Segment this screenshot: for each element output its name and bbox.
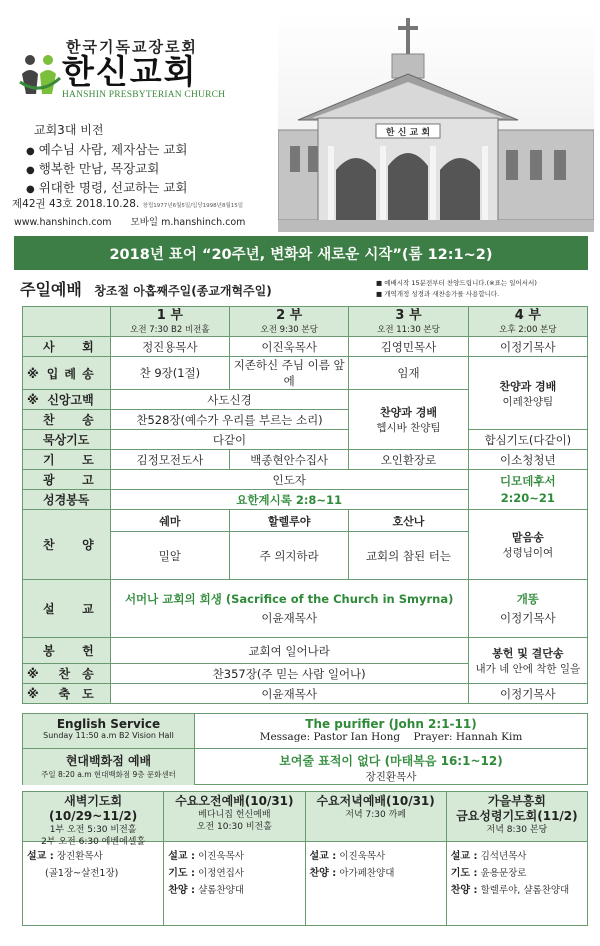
cell: 찬 9장(1절) xyxy=(110,357,229,390)
cell: 찬357장(주 믿는 사람 일어나) xyxy=(110,664,468,684)
cell: 인도자 xyxy=(110,470,468,490)
label-reading: 성경봉독 xyxy=(23,490,111,510)
web-line xyxy=(14,214,245,228)
offering4-cell: 봉헌 및 결단송 내가 네 안에 착한 일을 xyxy=(468,638,587,684)
worship-order-table xyxy=(22,306,588,704)
dept-service-label: 현대백화점 예배 주일 8:20 a.m 현대백화점 9층 문화센터 xyxy=(23,749,195,785)
english-service-info: The purifier (John 2:1-11) Message: Pastor Ian Hong Prayer: Hannah Kim xyxy=(195,714,587,749)
cell: 할렐루야 xyxy=(230,510,349,532)
vision-list xyxy=(26,141,187,198)
table-row xyxy=(23,580,588,638)
service-title: 주일예배 xyxy=(20,280,82,299)
table-row xyxy=(23,638,588,664)
label-sermon: 설 교 xyxy=(23,580,111,638)
label-bless: ※ 축 도 xyxy=(23,684,111,704)
cell: 이진욱목사 xyxy=(230,337,349,357)
cell: 이정기목사 xyxy=(468,337,587,357)
part-header: 3 부 오전 11:30 본당 xyxy=(349,307,468,337)
wed-morning-column: 수요오전예배(10/31) 베다니집 헌신예배 오전 10:30 비전홀 설교 : 이진욱목사 기도 : 이정연집사 찬양 : 샬롬찬양대 xyxy=(164,792,305,925)
bulletin-header xyxy=(0,0,600,232)
service-subtitle: 창조절 아홉째주일(종교개혁주일) xyxy=(94,284,272,298)
vision-item: ● 예수님 사람, 제자삼는 교회 xyxy=(26,141,187,160)
label-creed: ※ 신앙고백 xyxy=(23,390,111,410)
service-notes xyxy=(376,278,537,300)
church-name-en: HANSHIN PRESBYTERIAN CHURCH xyxy=(62,90,226,100)
part-header: 4 부 오후 2:00 본당 xyxy=(468,307,587,337)
weekday-services xyxy=(22,791,588,926)
friday-revival-column: 가을부흥회 금요성령기도회(11/2) 저녁 8:30 본당 설교 : 김석년목사 기도 : 윤용문장로 찬양 : 할렐루야, 샬롬찬양대 xyxy=(447,792,587,925)
vision-item: ● 위대한 명령, 선교하는 교회 xyxy=(26,179,187,198)
label-leader: 사 회 xyxy=(23,337,111,357)
table-row xyxy=(23,684,588,704)
table-row xyxy=(23,337,588,357)
cell: 합심기도(다같이) xyxy=(468,430,587,450)
cell: 교회의 참된 터는 xyxy=(349,532,468,580)
building-sign: 한 신 교 회 xyxy=(385,128,431,138)
mobile-link[interactable]: 모바일 m.hanshinch.com xyxy=(130,217,246,228)
logo-icon xyxy=(18,52,62,102)
cell: 다같이 xyxy=(110,430,349,450)
founding-date: 창립1977년6월5일/입당1998년8월15일 xyxy=(142,203,244,209)
cell: 이윤재목사 xyxy=(110,684,468,704)
label-prayer: 기 도 xyxy=(23,450,111,470)
english-service-label: English Service Sunday 11:50 a.m B2 Vision Hall xyxy=(23,714,195,749)
label-silent: 묵상기도 xyxy=(23,430,111,450)
cell: 김정모전도사 xyxy=(110,450,229,470)
church-building-image xyxy=(278,10,594,232)
reading4-cell: 디모데후서 2:20~21 xyxy=(468,470,587,510)
cell: 오인환장로 xyxy=(349,450,468,470)
vision-item: ● 행복한 만남, 목장교회 xyxy=(26,160,187,179)
praise3-cell: 찬양과 경배 헵시바 찬양팀 xyxy=(349,390,468,450)
dawn-prayer-column: 새벽기도회(10/29~11/2) 1부 오전 5:30 비전홀 2부 오전 6:30 에벤에셀홀 설교 : 장진환목사 (골1장~살전1장) xyxy=(23,792,164,925)
cell: 주 의지하라 xyxy=(230,532,349,580)
issue-number: 제42권 43호 2018.10.28. xyxy=(12,198,140,210)
issue-line xyxy=(12,196,243,211)
cell: 김영민목사 xyxy=(349,337,468,357)
cell: 임재 xyxy=(349,357,468,390)
service-heading xyxy=(20,277,272,300)
table-row xyxy=(23,357,588,390)
table-row xyxy=(23,470,588,490)
table-row xyxy=(23,430,588,450)
cell: 이정기목사 xyxy=(468,684,587,704)
label-hymn2: ※ 찬 송 xyxy=(23,664,111,684)
dept-service-info: 보여줄 표적이 없다 (마태복음 16:1~12) 장진환목사 xyxy=(279,754,503,783)
label-offering: 봉 헌 xyxy=(23,638,111,664)
part-header: 2 부 오전 9:30 본당 xyxy=(230,307,349,337)
cell: 밀알 xyxy=(110,532,229,580)
cell: 이소청청년 xyxy=(468,450,587,470)
note-item: ■ 예배시작 15분전부터 찬양드립니다.(※표는 일어서서) xyxy=(376,278,537,289)
church-name: 한신교회 xyxy=(62,52,198,91)
sermon-cell: 서머나 교회의 희생 (Sacrifice of the Church in Smyrna) 이윤재목사 xyxy=(110,580,468,638)
label-hymn: 찬 송 xyxy=(23,410,111,430)
praise4-cell: 찬양과 경배 이레찬양팀 xyxy=(468,357,587,430)
cell: 사도신경 xyxy=(110,390,349,410)
note-item: ■ 개역개정 성경과 새찬송가를 사용합니다. xyxy=(376,289,537,300)
website-link[interactable]: www.hanshinch.com xyxy=(14,217,112,228)
special-services-box xyxy=(22,713,588,785)
part-header: 1 부 오전 7:30 B2 비전홀 xyxy=(110,307,229,337)
cell: 교회여 일어나라 xyxy=(110,638,468,664)
table-header-row xyxy=(23,307,588,337)
yearly-motto-banner: 2018년 표어 “20주년, 변화와 새로운 시작”(롬 12:1~2) xyxy=(14,236,588,270)
sermon4-cell: 개똥 이정기목사 xyxy=(468,580,587,638)
header-corner xyxy=(23,307,111,337)
church-logo xyxy=(18,34,228,114)
anthem4-cell: 맡음송 성령님이여 xyxy=(468,510,587,580)
label-ad: 광 고 xyxy=(23,470,111,490)
vision-title: 교회3대 비전 xyxy=(34,123,104,137)
label-anthem: 찬 양 xyxy=(23,510,111,580)
denomination: 한국기독교장로회 xyxy=(66,38,198,56)
cell: 쉐마 xyxy=(110,510,229,532)
label-call: ※ 입 례 송 xyxy=(23,357,111,390)
cell: 찬528장(예수가 우리를 부르는 소리) xyxy=(110,410,349,430)
table-row xyxy=(23,510,588,532)
cell: 지존하신 주님 이름 앞에 xyxy=(230,357,349,390)
cell: 호산나 xyxy=(349,510,468,532)
cell: 정진용목사 xyxy=(110,337,229,357)
table-row xyxy=(23,450,588,470)
wed-evening-column: 수요저녁예배(10/31) 저녁 7:30 까페 설교 : 이진욱목사 찬양 : 아가페찬양대 xyxy=(306,792,447,925)
cell: 요한계시록 2:8~11 xyxy=(110,490,468,510)
cell: 백종현안수집사 xyxy=(230,450,349,470)
